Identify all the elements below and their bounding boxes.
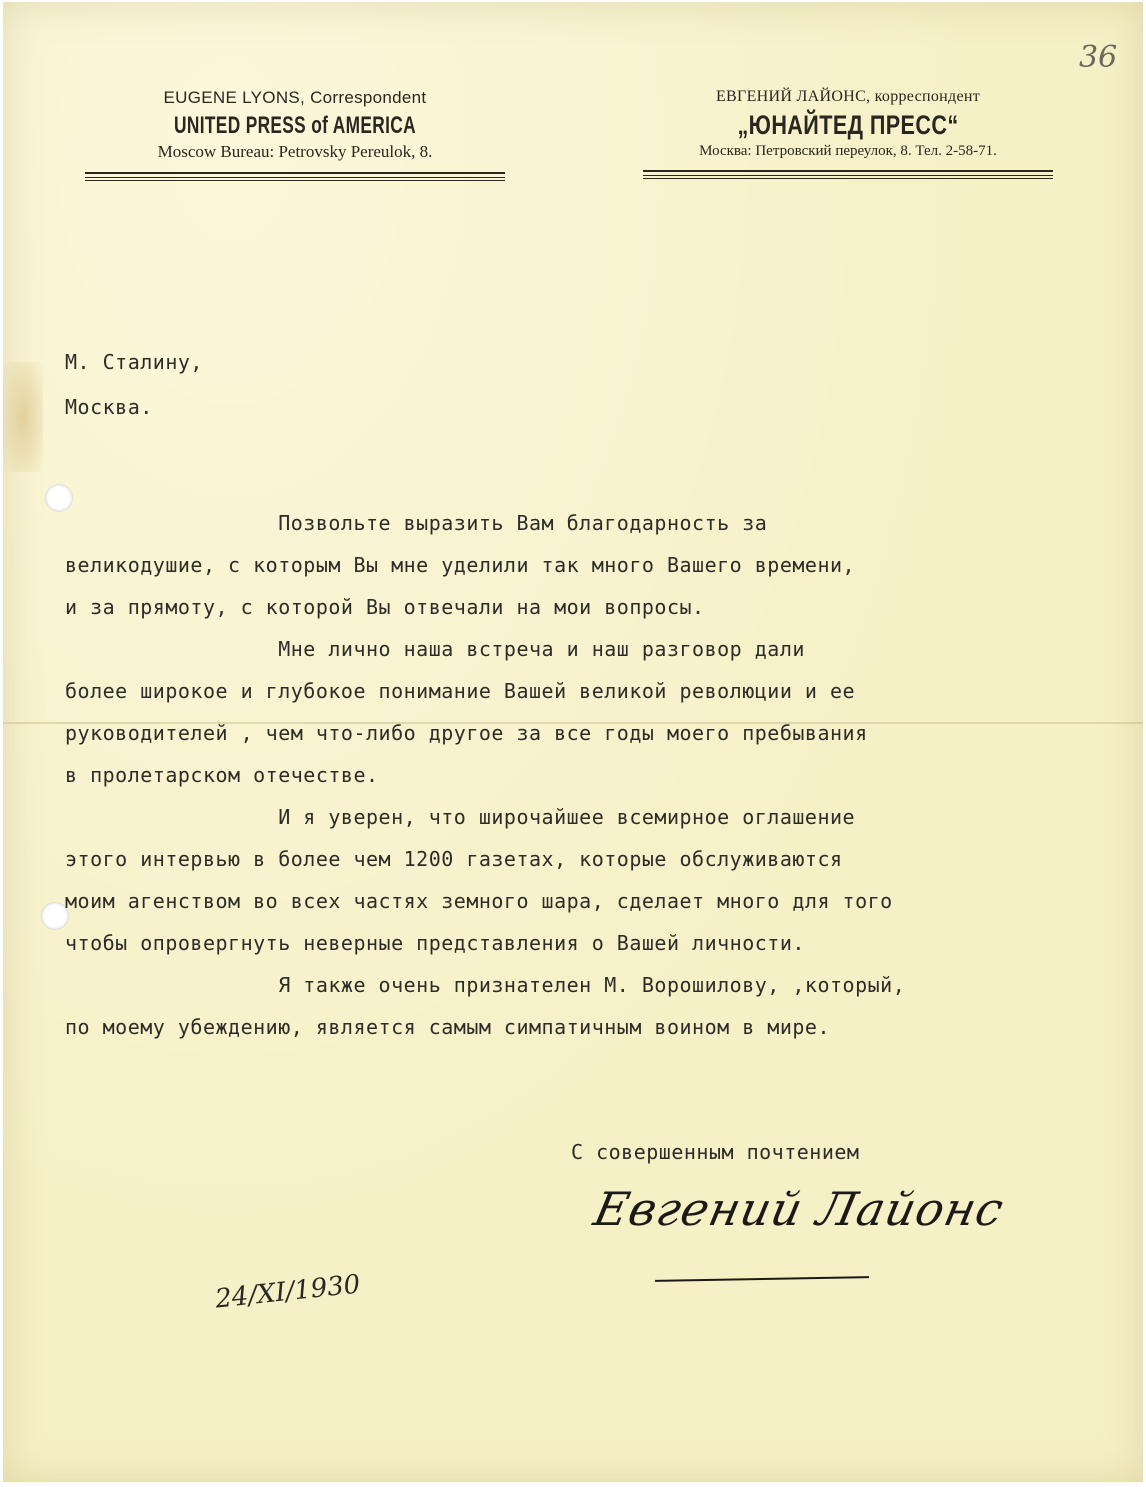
body-line: моим агенством во всех частях земного шара, сделает много для того — [65, 889, 893, 913]
addressee-city: Москва. — [65, 395, 153, 419]
body-line: И я уверен, что широчайшее всемирное оглашение — [65, 805, 856, 829]
letterhead-rule — [643, 170, 1053, 176]
closing-salutation: С совершенным почтением — [571, 1140, 860, 1164]
correspondent-name-ru: ЕВГЕНИЙ ЛАЙОНС, корреспондент — [715, 88, 981, 105]
body-line: великодушие, с которым Вы мне уделили так много Вашего времени, — [65, 553, 856, 577]
letter-body — [65, 502, 905, 1048]
letterhead-russian — [643, 88, 1053, 179]
signature-underline — [655, 1276, 869, 1282]
handwritten-date: 24/XI/1930 — [213, 1269, 362, 1315]
addressee-name: М. Сталину, — [65, 350, 203, 374]
body-line: этого интервью в более чем 1200 газетах, которые обслуживаются — [65, 847, 843, 871]
paper-stain — [3, 362, 43, 472]
body-line: Мне лично наша встреча и наш разговор дали — [65, 637, 805, 661]
agency-name-ru: „ЮНАЙТЕД ПРЕСС“ — [737, 110, 959, 140]
bureau-address-en: Moscow Bureau: Petrovsky Pereulok, 8. — [157, 142, 433, 161]
letterhead-rule-thin — [643, 178, 1053, 179]
letterhead-rule-thin — [85, 180, 505, 181]
body-line: Позвольте выразить Вам благодарность за — [65, 511, 768, 535]
body-line: руководителей , чем что-либо другое за все годы моего пребывания — [65, 721, 868, 745]
handwritten-signature: Евгений Лайонс — [589, 1182, 1009, 1236]
letterhead-rule — [85, 172, 505, 178]
body-line: чтобы опровергнуть неверные представления о Вашей личности. — [65, 931, 805, 955]
letterhead-english — [85, 88, 505, 181]
correspondent-name-en: EUGENE LYONS, Correspondent — [163, 88, 427, 107]
page-number: 36 — [1079, 40, 1118, 75]
bureau-address-ru: Москва: Петровский переулок, 8. Тел. 2-58-71. — [699, 143, 997, 159]
body-line: более широкое и глубокое понимание Вашей великой революции и ее — [65, 679, 856, 703]
body-line: Я также очень признателен М. Ворошилову, ,который, — [65, 973, 906, 997]
body-line: и за прямоту, с которой Вы отвечали на мои вопросы. — [65, 595, 705, 619]
body-line: в пролетарском отечестве. — [65, 763, 379, 787]
agency-name-en: UNITED PRESS of AMERICA — [174, 112, 416, 139]
letter-page — [3, 2, 1143, 1482]
body-line: по моему убеждению, является самым симпатичным воином в мире. — [65, 1015, 831, 1039]
